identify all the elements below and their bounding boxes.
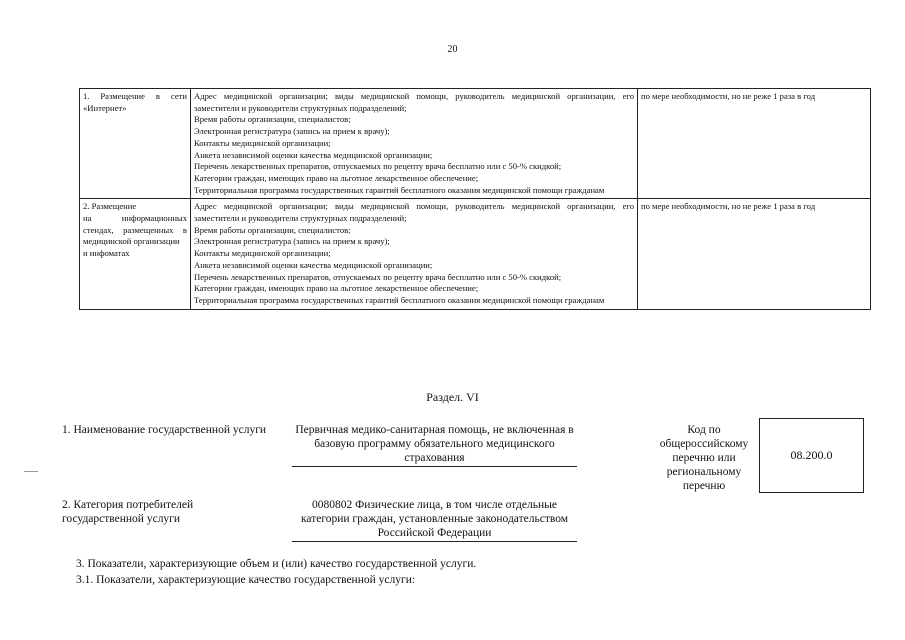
frequency-cell: по мере необходимости, но не реже 1 раза в год [638,89,871,199]
content-line: Контакты медицинской организации; [194,248,331,259]
code-box [759,418,864,493]
indicators-line-2: 3.1. Показатели, характеризующие качество государственной услуги: [76,574,416,586]
content-line: Перечень лекарственных препаратов, отпускаемых по рецепту врача бесплатно или с 50-% скидкой; [194,271,562,282]
content-line: Адрес медицинской организации; виды медицинской помощи, руководитель медицинской организации, его заместители и руководители структурных подразделений; [194,91,634,113]
content-line: Время работы организации, специалистов; [194,114,351,125]
code-value: 08.200.0 [790,448,833,462]
content-line: Адрес медицинской организации; виды медицинской помощи, руководитель медицинской организации, его заместители и руководители структурных подразделений; [194,201,634,224]
content-line: Электронная регистратура (запись на прием к врачу); [194,126,390,137]
content-line: Территориальная программа государственных гарантий бесплатного оказания медицинской помощи гражданам [194,294,605,305]
consumers-value: 0080802 Физические лица, в том числе отдельные категории граждан, установленные законодательством Российской Федерации [292,498,577,542]
method-cell: 1. Размещение в сети «Интернет» [80,89,191,199]
info-methods-table [79,88,871,310]
content-line: Контакты медицинской организации; [194,137,331,148]
content-line: Территориальная программа государственных гарантий бесплатного оказания медицинской помощи гражданам [194,184,605,195]
frequency-cell: по мере необходимости, но не реже 1 раза в год [638,199,871,309]
content-line: Категории граждан, имеющих право на льготное лекарственное обеспечение; [194,172,479,183]
method-line: на информационных стендах, размещенных в медицинской организации [83,213,187,247]
page-number: 20 [447,44,458,55]
service-name-value: Первичная медико-санитарная помощь, не включенная в базовую программу обязательного медицинского страхования [292,423,577,467]
content-line: Время работы организации, специалистов; [194,224,351,235]
consumers-label: 2. Категория потребителей государственной услуги [62,499,194,525]
content-line: Электронная регистратура (запись на прием к врачу); [194,236,390,247]
content-line: Анкета независимой оценки качества медицинской организации; [194,259,433,270]
section-title: Раздел. VI [426,390,479,404]
method-line: и инфоматах [83,248,130,259]
indicators-line-1: 3. Показатели, характеризующие объем и (или) качество государственной услуги. [76,558,477,570]
content-line: Перечень лекарственных препаратов, отпускаемых по рецепту врача бесплатно или с 50-% скидкой; [194,161,562,172]
margin-mark [24,471,38,472]
table-row [80,89,871,199]
method-line: 2. Размещение [83,201,137,212]
table-row [80,199,871,309]
code-label: Код по общероссийскому перечню или региональному перечню [659,424,749,492]
method-cell [80,199,191,309]
content-line: Анкета независимой оценки качества медицинской организации; [194,149,433,160]
content-cell [191,199,638,309]
content-cell [191,89,638,199]
service-name-label: 1. Наименование государственной услуги [62,424,267,436]
content-line: Категории граждан, имеющих право на льготное лекарственное обеспечение; [194,283,479,294]
